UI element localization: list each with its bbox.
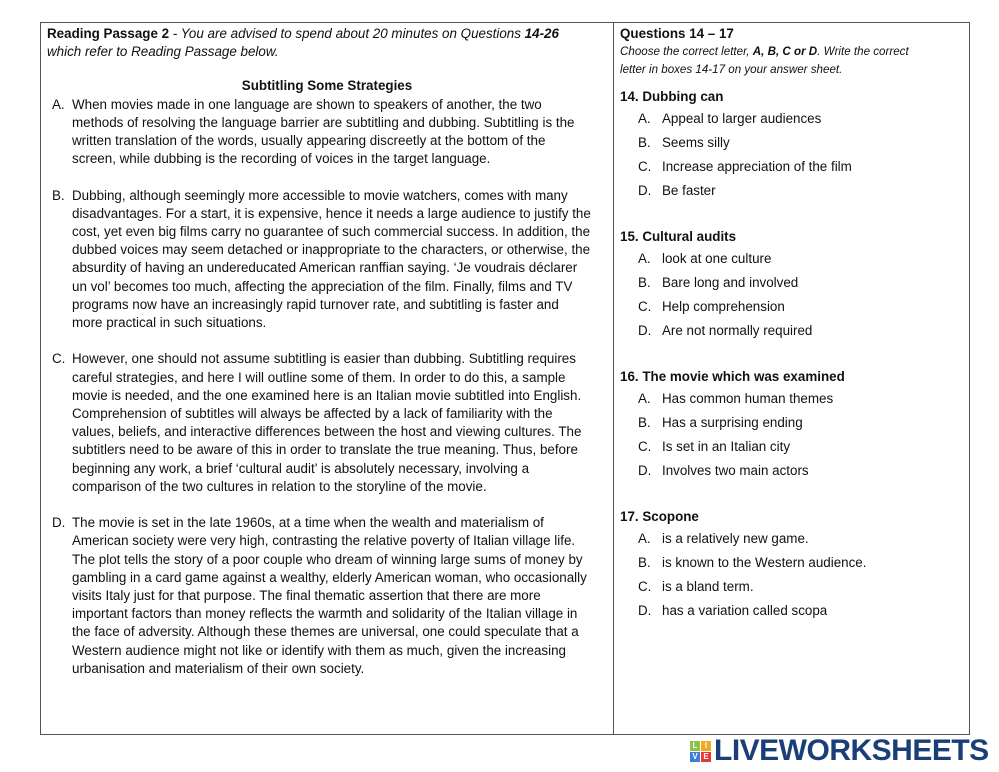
option-text: is a relatively new game.: [662, 531, 809, 547]
passage-paragraph: [47, 350, 607, 496]
paragraph-letter: D.: [52, 515, 66, 531]
option-letter: C.: [638, 579, 652, 595]
answer-option: [620, 435, 963, 459]
paragraph-letter: C.: [52, 351, 66, 367]
paragraph-line: beginning any work, a brief ‘cultural audit’ is absolutely necessary, involving a: [72, 460, 530, 476]
question-title: 16. The movie which was examined: [620, 369, 845, 385]
liveworksheets-logo: [690, 734, 989, 768]
logo-tile: I: [701, 741, 711, 751]
answer-option: [620, 107, 963, 131]
answer-option: [620, 295, 963, 319]
option-letter: A.: [638, 251, 651, 267]
logo-tiles-icon: [690, 741, 711, 762]
answer-option: [620, 271, 963, 295]
option-letter: B.: [638, 555, 651, 571]
option-letter: D.: [638, 323, 652, 339]
paragraph-letter: A.: [52, 96, 65, 112]
option-text: look at one culture: [662, 251, 772, 267]
questions-heading: Questions 14 – 17: [620, 26, 734, 41]
paragraph-line: disadvantages. For a start, it is expensive, hence it needs a large audience to justify the: [72, 205, 591, 221]
questions-instructions: [620, 43, 963, 79]
question: [620, 367, 963, 483]
paragraph-line: However, one should not assume subtitling is easier than dubbing. Subtitling requires: [72, 351, 576, 367]
passage-column: [41, 23, 614, 734]
option-letter: B.: [638, 415, 651, 431]
paragraph-line: screen, while dubbing is the recording of voices in the target language.: [72, 151, 491, 167]
paragraph-line: absurdity of having an undereducated American ranffian saying. ‘Je voudrais déclarer: [72, 260, 578, 276]
paragraph-line: careful strategies, and here I will outline some of them. In order to do this, a sample: [72, 369, 566, 385]
paragraph-line: more practical in such situations.: [72, 315, 267, 331]
option-letter: C.: [638, 299, 652, 315]
paragraph-line: visits Italy just for that purpose. The final thematic assertion that there are more: [72, 588, 541, 604]
answer-option: [620, 459, 963, 483]
option-text: Help comprehension: [662, 299, 785, 315]
option-letter: C.: [638, 439, 652, 455]
option-text: is known to the Western audience.: [662, 555, 867, 571]
paragraphs: [47, 96, 607, 678]
paragraph-line: un vol’ becomes too much, affecting the appreciation of the film. Finally, films and TV: [72, 278, 573, 294]
paragraph-line: values, beliefs, and interactive differences between the host and viewing cultures. The: [72, 424, 582, 440]
paragraph-line: The plot tells the story of a poor couple who dream of winning large sums of money by: [72, 551, 583, 567]
option-text: Increase appreciation of the film: [662, 159, 852, 175]
paragraph-line: Dubbing, although seemingly more accessible to movie watchers, comes with many: [72, 187, 568, 203]
instr-bold: 14-26: [524, 26, 559, 41]
answer-option: [620, 575, 963, 599]
paragraph-line: Western audience might not like or identify with them as much, given the increasing: [72, 642, 566, 658]
option-text: Bare long and involved: [662, 275, 799, 291]
passage-paragraph: [47, 514, 607, 678]
answer-option: [620, 155, 963, 179]
paragraph-line: important factors than money reflects the warmth and solidarity of the Italian village in: [72, 606, 578, 622]
paragraph-line: urbanisation and materialism of their own society.: [72, 660, 365, 676]
answer-option: [620, 179, 963, 203]
logo-text: LIVEWORKSHEETS: [714, 734, 989, 767]
option-text: is a bland term.: [662, 579, 754, 595]
paragraph-line: written translation of the words, usually appearing discreetly at the bottom of the: [72, 133, 546, 149]
option-text: Be faster: [662, 183, 716, 199]
qi-bold: A, B, C or D: [752, 45, 818, 59]
option-text: Has a surprising ending: [662, 415, 803, 431]
paragraph-line: gambling in a card game against a wealthy, elderly American woman, who occasionally: [72, 569, 587, 585]
paragraph-line: the face of adversity. Although these themes are universal, one could speculate that a: [72, 624, 579, 640]
answer-option: [620, 247, 963, 271]
option-text: Is set in an Italian city: [662, 439, 791, 455]
option-letter: C.: [638, 159, 652, 175]
question-title: 14. Dubbing can: [620, 89, 724, 105]
option-text: Has common human themes: [662, 391, 834, 407]
passage-paragraph: [47, 96, 607, 169]
question: [620, 227, 963, 343]
passage-label: Reading Passage 2: [47, 26, 170, 41]
passage-title: Subtitling Some Strategies: [241, 78, 413, 94]
option-text: Seems silly: [662, 135, 730, 151]
answer-option: [620, 411, 963, 435]
answer-option: [620, 131, 963, 155]
option-letter: D.: [638, 463, 652, 479]
qi-a: Choose the correct letter,: [620, 45, 753, 59]
paragraph-line: When movies made in one language are shown to speakers of another, the two: [72, 96, 542, 112]
paragraph-line: programs now have an increasingly rapid turnover rate, and subtitling is faster and: [72, 296, 559, 312]
option-text: has a variation called scopa: [662, 603, 828, 619]
questions-column: [614, 23, 969, 734]
paragraph-line: comparison of the two cultures in relation to the storyline of the movie.: [72, 478, 487, 494]
answer-option: [620, 599, 963, 623]
passage-paragraph: [47, 187, 607, 333]
option-letter: B.: [638, 275, 651, 291]
option-letter: A.: [638, 391, 651, 407]
option-text: Appeal to larger audiences: [662, 111, 822, 127]
paragraph-line: methods of resolving the language barrier are subtitling and dubbing. Subtitling is the: [72, 114, 575, 130]
paragraph-line: American society were very high, contrasting the relative poverty of Italian village life.: [72, 533, 576, 549]
option-text: Involves two main actors: [662, 463, 809, 479]
question-title: 15. Cultural audits: [620, 229, 737, 245]
question: [620, 507, 963, 623]
paragraph-body: [72, 187, 591, 333]
logo-tile: L: [690, 741, 700, 751]
worksheet-table: [40, 22, 970, 735]
paragraph-letter: B.: [52, 187, 65, 203]
qi-line2: letter in boxes 14-17 on your answer sheet.: [620, 63, 843, 77]
paragraph-line: The movie is set in the late 1960s, at a time when the wealth and materialism of: [72, 515, 544, 531]
option-letter: D.: [638, 183, 652, 199]
passage-header: [47, 25, 607, 43]
answer-option: [620, 387, 963, 411]
logo-tile: E: [701, 752, 711, 762]
question-list: [620, 87, 963, 623]
paragraph-line: cost, yet even big films carry no guarantee of such commercial success. In addition, the: [72, 224, 591, 240]
qi-b: . Write the correct: [817, 45, 909, 59]
question: [620, 87, 963, 203]
paragraph-body: [72, 514, 587, 678]
logo-tile: V: [690, 752, 700, 762]
option-letter: A.: [638, 531, 651, 547]
answer-option: [620, 527, 963, 551]
answer-option: [620, 551, 963, 575]
instr: You are advised to spend about 20 minutes on Questions: [180, 26, 525, 41]
answer-option: [620, 319, 963, 343]
sep: -: [169, 26, 181, 41]
option-letter: D.: [638, 603, 652, 619]
option-letter: A.: [638, 111, 651, 127]
paragraph-line: movie is needed, and the one examined here is an Italian movie subtitled into English.: [72, 387, 582, 403]
paragraph-body: [72, 96, 574, 169]
paragraph-line: subtitlers need to be aware of this in order to translate the true meaning. Thus, before: [72, 442, 578, 458]
paragraph-body: [72, 350, 581, 496]
instr-line2: which refer to Reading Passage below.: [47, 44, 279, 60]
question-title: 17. Scopone: [620, 509, 699, 525]
paragraph-line: dubbed voices may seem detached or inappropriate to the characters, or otherwise, the: [72, 242, 591, 258]
option-letter: B.: [638, 135, 651, 151]
option-text: Are not normally required: [662, 323, 813, 339]
paragraph-line: Comprehension of subtitles will always be affected by a lack of familiarity with the: [72, 406, 553, 422]
